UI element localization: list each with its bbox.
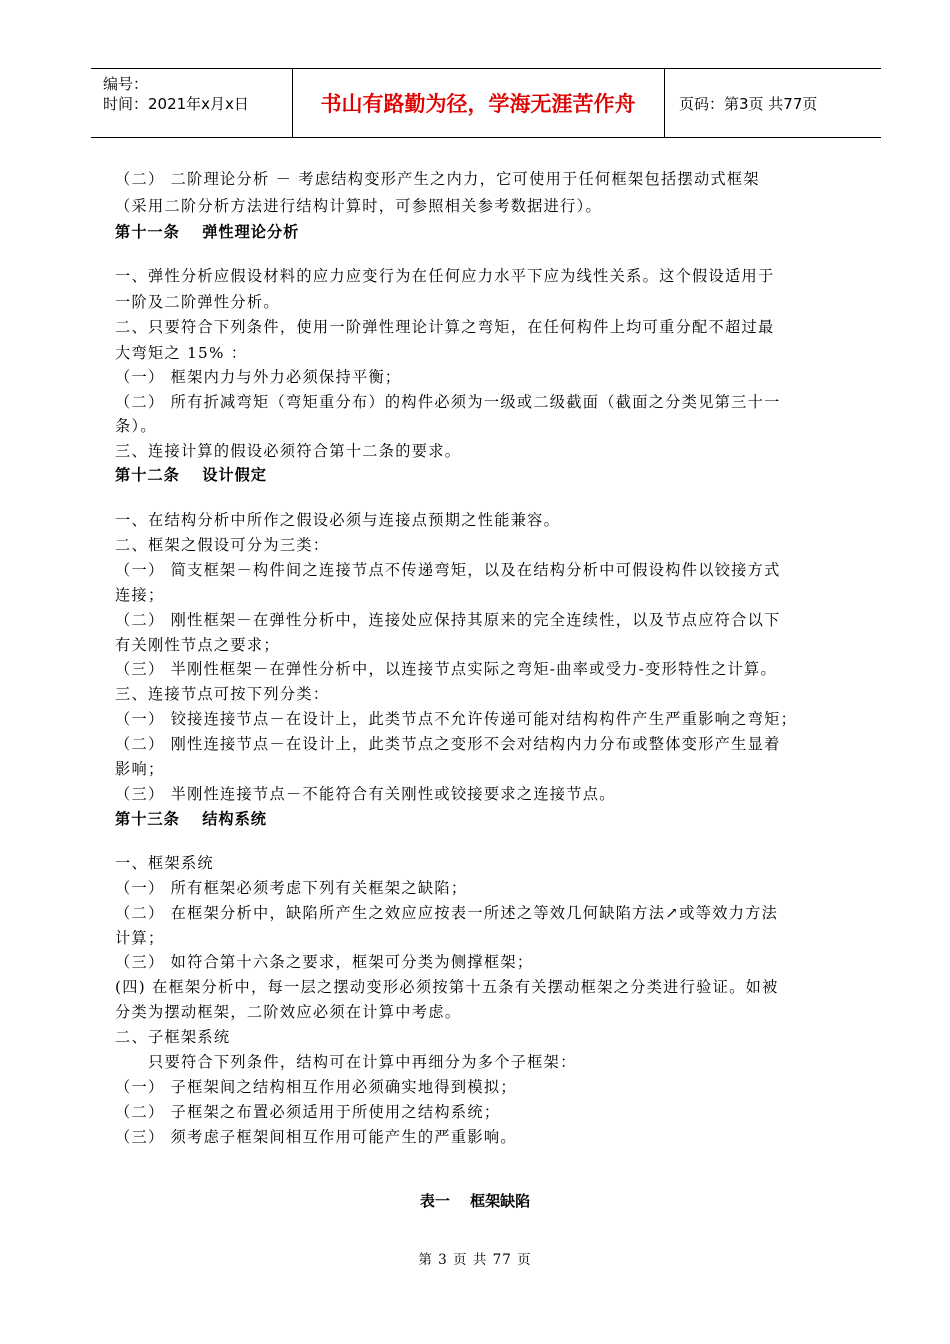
body-line: （二） 在框架分析中，缺陷所产生之效应应按表一所述之等效几何缺陷方法↗或等效力方法 — [115, 904, 779, 922]
body-line: （三） 须考虑子框架间相互作用可能产生的严重影响。 — [115, 1128, 517, 1146]
section-heading: 第十一条 弹性理论分析 — [115, 223, 300, 241]
page-header — [91, 68, 881, 138]
body-line: （一） 子框架间之结构相互作用必须确实地得到模拟； — [115, 1078, 517, 1096]
body-line: 二、框架之假设可分为三类： — [115, 536, 330, 554]
header-motto: 书山有路勤为径，学海无涯苦作舟 — [292, 69, 665, 137]
body-line: 二、子框架系统 — [115, 1028, 231, 1046]
body-line: （二） 子框架之布置必须适用于所使用之结构系统； — [115, 1103, 501, 1121]
body-line: 一、在结构分析中所作之假设必须与连接点预期之性能兼容。 — [115, 511, 561, 529]
body-line: （二） 所有折减弯矩（弯矩重分布）的构件必须为一级或二级截面（截面之分类见第三十一 — [115, 393, 781, 411]
body-line: （三） 半刚性连接节点－不能符合有关刚性或铰接要求之连接节点。 — [115, 785, 616, 803]
body-line: 只要符合下列条件，结构可在计算中再细分为多个子框架： — [115, 1053, 577, 1071]
body-line: 连接； — [115, 586, 165, 604]
page-footer: 第 3 页 共 77 页 — [418, 1252, 532, 1268]
serial-label: 编号： — [103, 75, 149, 93]
body-line: 三、连接计算的假设必须符合第十二条的要求。 — [115, 442, 462, 460]
body-line: （一） 铰接连接节点－在设计上，此类节点不允许传递可能对结构构件产生严重影响之弯矩； — [115, 710, 798, 728]
body-line: （三） 如符合第十六条之要求，框架可分类为侧撑框架； — [115, 953, 534, 971]
body-line: 计算； — [115, 929, 165, 947]
body-line: 影响； — [115, 760, 165, 778]
header-meta-cell — [91, 69, 293, 137]
body-line: （一） 简支框架－构件间之连接节点不传递弯矩，以及在结构分析中可假设构件以铰接方式 — [115, 561, 781, 579]
section-heading: 第十三条 结构系统 — [115, 810, 267, 828]
body-line: 一阶及二阶弹性分析。 — [115, 293, 280, 311]
body-line: （采用二阶分析方法进行结构计算时，可参照相关参考数据进行）。 — [115, 197, 603, 215]
body-line: 有关刚性节点之要求； — [115, 636, 280, 654]
time-label: 时间：2021年x月x日 — [103, 95, 249, 113]
body-line: (四) 在框架分析中，每一层之摆动变形必须按第十五条有关摆动框架之分类进行验证。如被 — [115, 978, 779, 996]
section-heading: 第十二条 设计假定 — [115, 466, 267, 484]
header-page-label: 页码：第3页 共77页 — [679, 94, 818, 113]
body-line: 大弯矩之 15% ： — [115, 344, 248, 362]
body-line: （二） 刚性连接节点－在设计上，此类节点之变形不会对结构内力分布或整体变形产生显着 — [115, 735, 781, 753]
body-line: 分类为摆动框架，二阶效应必须在计算中考虑。 — [115, 1003, 462, 1021]
body-line: 二、只要符合下列条件，使用一阶弹性理论计算之弯矩，在任何构件上均可重分配不超过最 — [115, 318, 775, 336]
table-title: 表一 框架缺陷 — [419, 1192, 531, 1210]
body-line: （一） 框架内力与外力必须保持平衡； — [115, 368, 402, 386]
body-line: 三、连接节点可按下列分类： — [115, 685, 330, 703]
body-line: （一） 所有框架必须考虑下列有关框架之缺陷； — [115, 879, 468, 897]
body-line: （三） 半刚性框架－在弹性分析中，以连接节点实际之弯矩-曲率或受力-变形特性之计算。 — [115, 660, 778, 678]
body-line: 条）。 — [115, 417, 157, 435]
body-line: （二） 二阶理论分析 － 考虑结构变形产生之内力，它可使用于任何框架包括摆动式框架 — [115, 170, 760, 188]
body-line: 一、框架系统 — [115, 854, 214, 872]
body-line: 一、弹性分析应假设材料的应力应变行为在任何应力水平下应为线性关系。这个假设适用于 — [115, 267, 775, 285]
body-line: （二） 刚性框架－在弹性分析中，连接处应保持其原来的完全连续性，以及节点应符合以下 — [115, 611, 781, 629]
